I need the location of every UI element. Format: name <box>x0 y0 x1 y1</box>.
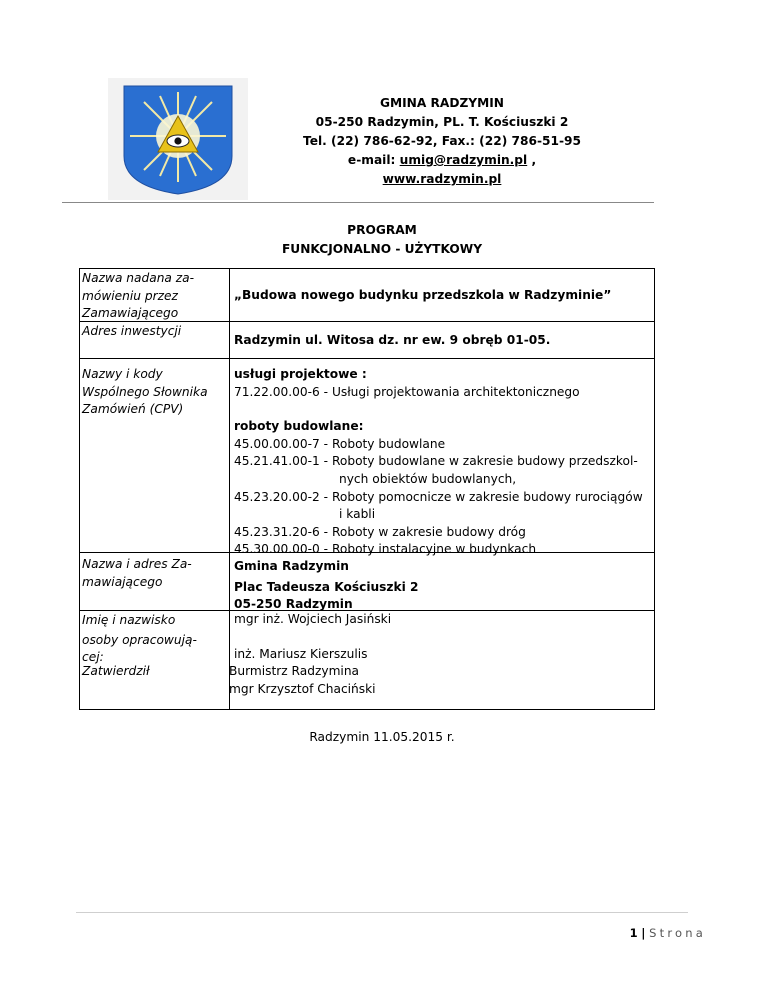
title-line-2: FUNKCJONALNO - UŻYTKOWY <box>281 242 483 256</box>
org-email-line <box>272 151 612 170</box>
table-border-right <box>654 268 655 710</box>
table-row-divider <box>79 358 655 359</box>
document-title <box>232 221 532 259</box>
cpv-label: Nazwy i kody Wspólnego Słownika Zamówień (CPV) <box>82 367 208 417</box>
name-value: „Budowa nowego budynku przedszkola w Radzyminie” <box>234 288 612 302</box>
approved-value: Burmistrz Radzymina mgr Krzysztof Chaciński <box>229 664 376 696</box>
header-divider <box>62 202 654 203</box>
author-label: Imię i nazwisko osoby opracowują- cej: <box>82 613 197 665</box>
cpv-item: 45.30.00.00-0 - Roboty instalacyjne w budynkach <box>234 542 537 557</box>
cpv-item-continuation: nych obiektów budowlanych, <box>339 471 517 486</box>
table-border-top <box>79 268 655 269</box>
email-link[interactable]: umig@radzymin.pl <box>399 153 528 167</box>
table-column-divider <box>229 268 230 710</box>
footer-separator: | <box>641 926 646 940</box>
cpv-item: 45.23.20.00-2 - Roboty pomocnicze w zakresie budowy rurociągów <box>234 489 643 504</box>
title-line-1: PROGRAM <box>347 223 417 237</box>
cpv-item: 45.00.00.00-7 - Roboty budowlane <box>234 436 446 451</box>
table-border-left <box>79 268 80 710</box>
client-label: Nazwa i adres Za- mawiającego <box>82 557 192 589</box>
author-value-2: inż. Mariusz Kierszulis <box>234 647 368 661</box>
cpv-item: 71.22.00.00-6 - Usługi projektowania architektonicznego <box>234 384 580 399</box>
author-value-1: mgr inż. Wojciech Jasiński <box>234 612 392 626</box>
email-suffix: , <box>527 153 537 167</box>
page-number: 1 <box>629 926 638 940</box>
org-website-line <box>272 170 612 189</box>
org-phone: Tel. (22) 786-62-92, Fax.: (22) 786-51-95 <box>303 134 581 148</box>
org-name: GMINA RADZYMIN <box>380 96 504 110</box>
email-label: e-mail: <box>347 153 396 167</box>
name-label: Nazwa nadana za- mówieniu przez Zamawiającego <box>82 271 195 321</box>
approved-label: Zatwierdził <box>82 664 150 678</box>
page-label: Strona <box>649 926 706 940</box>
letterhead <box>272 94 612 189</box>
website-link[interactable]: www.radzymin.pl <box>382 172 502 186</box>
cpv-item: 45.23.31.20-6 - Roboty w zakresie budowy dróg <box>234 524 526 539</box>
coat-of-arms <box>108 78 248 200</box>
address-label: Adres inwestycji <box>82 324 182 338</box>
cpv-item-continuation: i kabli <box>339 507 376 522</box>
footer-divider <box>76 912 688 913</box>
cpv-values <box>234 366 654 559</box>
cpv-item: 45.21.41.00-1 - Roboty budowlane w zakresie budowy przedszkol- <box>234 454 638 469</box>
page-footer <box>630 926 706 940</box>
address-value: Radzymin ul. Witosa dz. nr ew. 9 obręb 01-05. <box>234 333 551 347</box>
construction-works-heading: roboty budowlane: <box>234 419 364 434</box>
org-address: 05-250 Radzymin, PL. T. Kościuszki 2 <box>315 115 569 129</box>
client-value: Gmina Radzymin Plac Tadeusza Kościuszki 2 05-250 Radzymin <box>234 559 419 612</box>
document-date: Radzymin 11.05.2015 r. <box>309 730 455 744</box>
design-services-heading: usługi projektowe : <box>234 367 367 381</box>
table-border-bottom <box>79 709 655 710</box>
coat-of-arms-image <box>108 78 248 200</box>
